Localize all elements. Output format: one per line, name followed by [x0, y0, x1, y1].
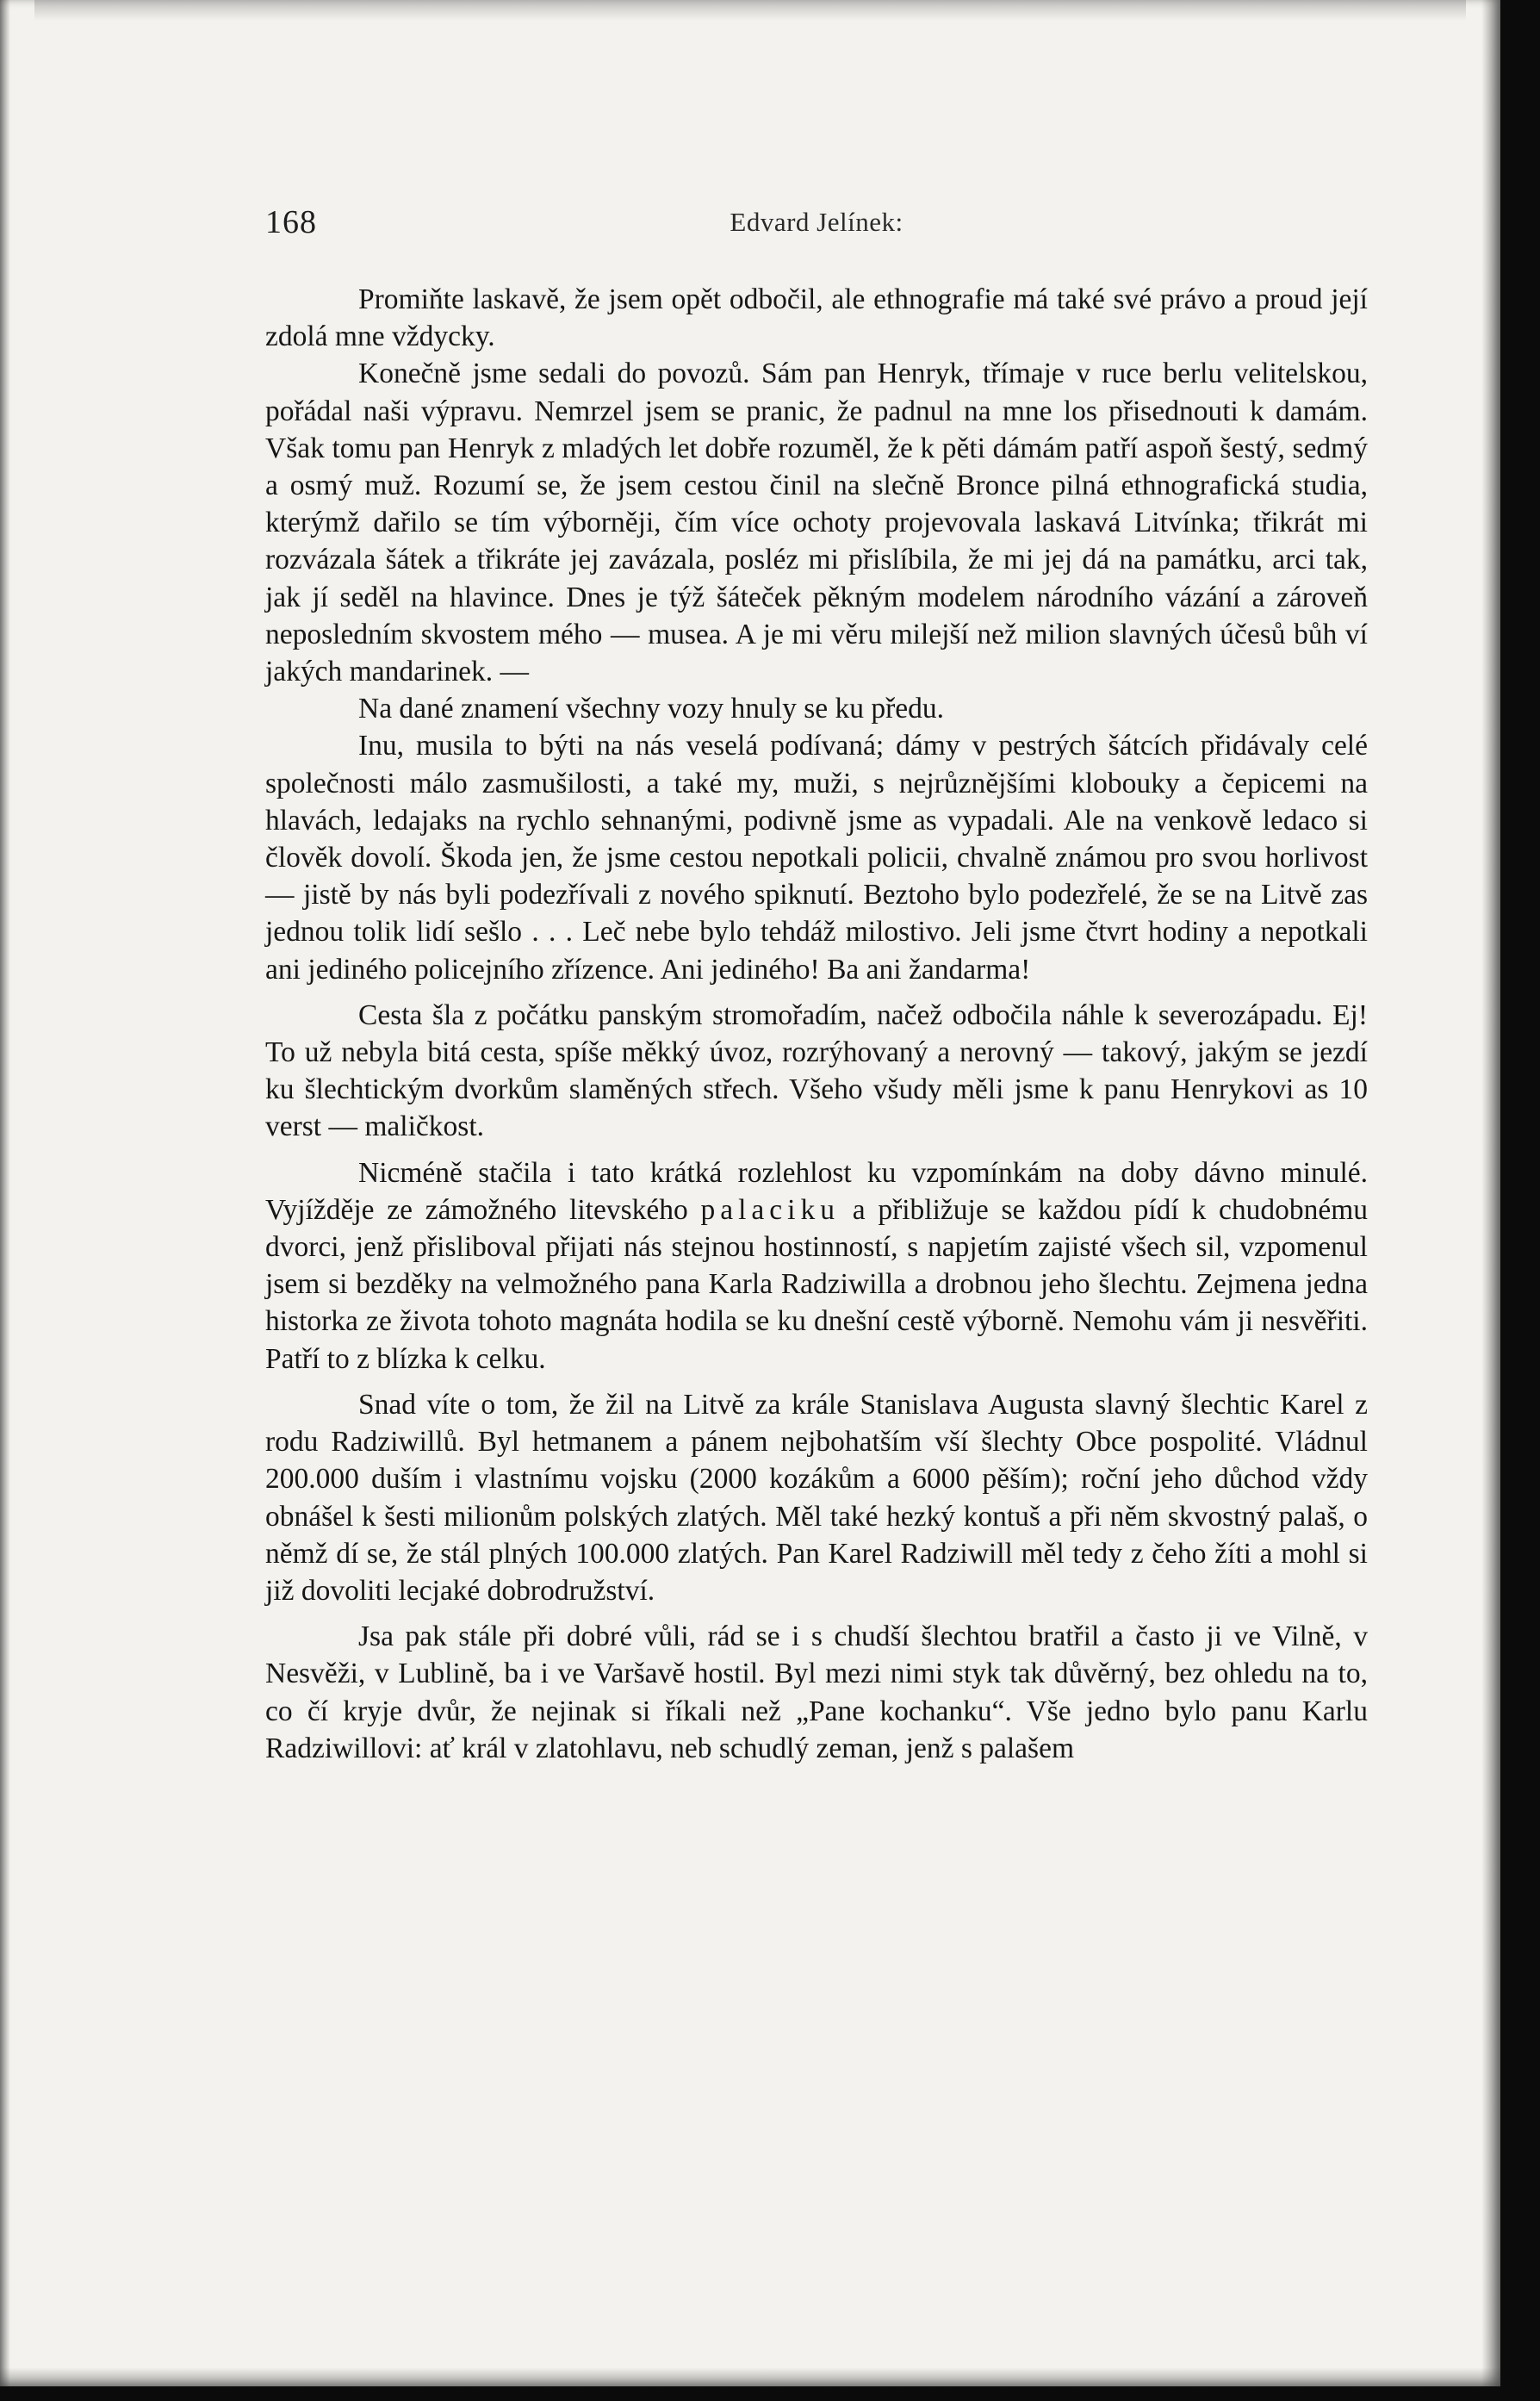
running-head [265, 203, 1368, 241]
paragraph: Promiňte laskavě, že jsem opět odbočil, ale ethnografie má také své právo a proud její zdolá mne vždycky. [265, 283, 1368, 353]
paragraph-text: Nicméně stačila i tato krátká rozlehlost ku vzpomínkám na doby dávno minulé. Vyjížděje ze zámožného litevského [265, 1156, 1368, 1226]
page-right-shadow [1481, 0, 1500, 2386]
running-title: Edvard Jelínek: [730, 207, 904, 237]
paragraph: Snad víte o tom, že žil na Litvě za krále Stanislava Augusta slavný šlechtic Karel z rodu Radziwillů. Byl hetmanem a pánem nejbohatším vší šlechty Obce pospolité. Vládnul 200.000 duším i vlastnímu vojsku (2000 kozákům a 6000 pěším); roční jeho důchod vždy obnášel k šesti milionům polských zlatých. Měl také hezký kontuš a při něm skvostný palaš, o němž dí se, že stál plných 100.000 zlatých. Pan Karel Radziwill měl tedy z čeho žíti a mohl si již dovoliti lecjaké dobrodružství. [265, 1388, 1368, 1607]
paragraph: Cesta šla z počátku panským stromořadím, načež odbočila náhle k severozápadu. Ej! To už nebyla bitá cesta, spíše měkký úvoz, rozrýhovaný a nerovný — takový, jakým se jezdí ku šlechtickým dvorkům slaměných střech. Všeho všudy měli jsme k panu Henrykovi as 10 verst — maličkost. [265, 998, 1368, 1143]
body-text [265, 281, 1368, 1767]
page-top-shadow [34, 0, 1466, 21]
paragraph: Konečně jsme sedali do povozů. Sám pan Henryk, třímaje v ruce berlu velitelskou, pořádal naši výpravu. Nemrzel jsem se pranic, že padnul na mne los přisednouti k damám. Však tomu pan Henryk z mladých let dobře rozuměl, že k pěti dámám patří aspoň šestý, sedmý a osmý muž. Rozumí se, že jsem cestou činil na slečně Bronce pilná ethnografická studia, kterýmž dařilo se tím výborněji, čím více ochoty projevovala laskavá Litvínka; třikrát mi rozvázala šátek a třikráte jej zavázala, posléz mi přislíbila, že mi jej dá na památku, arci tak, jak jí seděl na hlavince. Dnes je týž šáteček pěkným modelem národního vázání a zároveň neposledním skvostem mého — musea. A je mi věru milejší než milion slavných účesů bůh ví jakých mandarinek. — [265, 358, 1368, 688]
paragraph: Jsa pak stále při dobré vůli, rád se i s chudší šlechtou bratřil a často ji ve Vilně, v Nesvěži, v Lublině, ba i ve Varšavě hostil. Byl mezi nimi styk tak důvěrný, bez ohledu na to, co čí kryje dvůr, že nejinak si říkali než „Pane kochanku“. Vše jedno bylo panu Karlu Radziwillovi: ať král v zlatohlavu, neb schudlý zeman, jenž s palašem [265, 1620, 1368, 1764]
spaced-word: palaciku [700, 1193, 840, 1226]
paragraph: Inu, musila to býti na nás veselá podívaná; dámy v pestrých šátcích přidávaly celé společnosti málo zasmušilosti, a také my, muži, s nejrůznějšími klobouky a čepicemi na hlavách, ledajaks na rychlo sehnanými, podivně jsme as vypadali. Ale na venkově ledaco si člověk dovolí. Škoda jen, že jsme cestou nepotkali policii, chvalně známou pro svou horlivost — jistě by nás byli podezřívali z nového spiknutí. Beztoho bylo podezřelé, že se na Litvě zas jednou tolik lidí sešlo . . . Leč nebe bylo tehdáž milostivo. Jeli jsme čtvrt hodiny a nepotkali ani jediného policejního zřízence. Ani jediného! Ba ani žandarma! [265, 730, 1368, 986]
page-bottom-shadow [0, 2367, 1500, 2386]
paragraph [265, 1154, 1368, 1378]
paragraph: Na dané znamení všechny vozy hnuly se ku předu. [358, 693, 945, 725]
paragraph-text: a přibližuje se každou pídí k chudobnému dvorci, jenž přisliboval přijati nás stejnou hostinností, s napjetím zajisté všech sil, vzpomenul jsem si bezděky na velmožného pana Karla Radziwilla a drobnou jeho šlechtu. Zejmena jedna historka ze života tohoto magnáta hodila se ku dnešní cestě výborně. Nemohu vám ji nesvěřiti. Patří to z blízka k celku. [265, 1193, 1369, 1375]
page-number: 168 [265, 204, 317, 240]
page-left-shadow [0, 0, 10, 2386]
